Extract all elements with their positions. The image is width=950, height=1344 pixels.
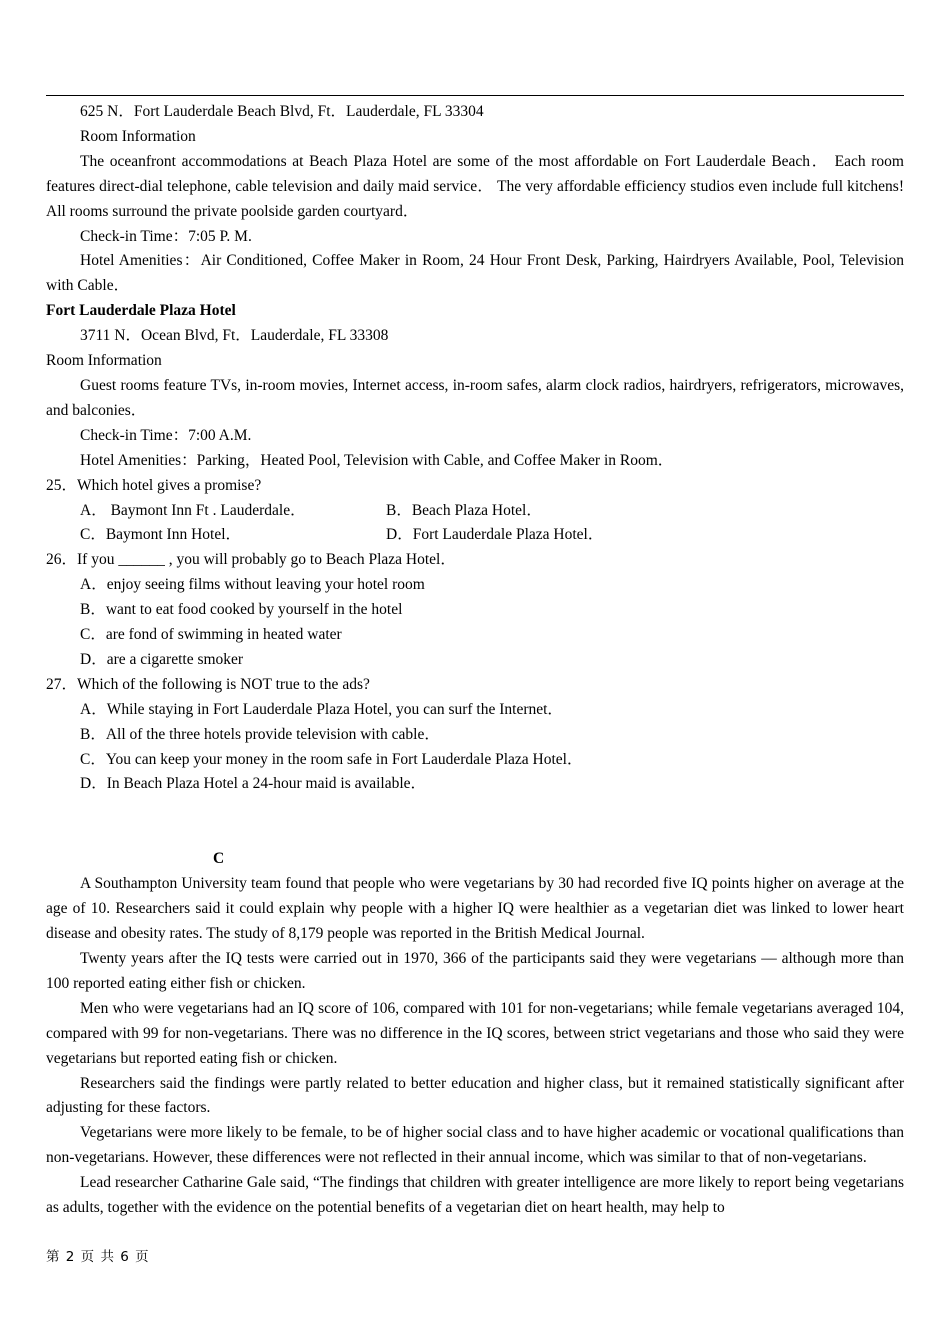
section-c-paragraph-4: Researchers said the findings were partly related to better education and higher class, but it remained statistically significant after adjusting for these factors. (46, 1074, 904, 1117)
question-25-option-a: A． Baymont Inn Ft . Lauderdale． (80, 501, 306, 519)
section-spacer (46, 797, 904, 847)
fort-lauderdale-plaza-name: Fort Lauderdale Plaza Hotel (46, 302, 236, 320)
fort-lauderdale-plaza-amenities: Hotel Amenities：Parking，Heated Pool, Television with Cable, and Coffee Maker in Room． (80, 451, 674, 469)
beach-plaza-checkin: Check-in Time：7:05 P. M. (80, 227, 252, 245)
question-25-option-d: D．Fort Lauderdale Plaza Hotel． (386, 526, 604, 544)
page-footer: 第 2 页 共 6 页 (46, 1249, 150, 1265)
section-c-paragraph-5: Vegetarians were more likely to be female, to be of higher social class and to have higher academic or vocational qualifications than non-vegetarians. However, these differences were not reflected in their annual income, which was similar to that of non-vegetarians. (46, 1124, 904, 1167)
beach-plaza-description: The oceanfront accommodations at Beach Plaza Hotel are some of the most affordable on Fort Lauderdale Beach． Each room features direct-dial telephone, cable television and daily maid service． The very affordable efficiency studios even include full kitchens! All rooms surround the private poolside garden courtyard． (46, 152, 904, 220)
question-27-option-d: D．In Beach Plaza Hotel a 24-hour maid is available． (80, 775, 427, 793)
section-c-paragraph-3: Men who were vegetarians had an IQ score of 106, compared with 101 for non-vegetarians; while female vegetarians averaged 104, compared with 99 for non-vegetarians. There was no difference in the IQ scores, between strict vegetarians and those who said they were vegetarians but reported eating fish or chicken. (46, 999, 904, 1067)
question-25-options-row-2 (46, 523, 904, 548)
question-27-option-a: A．While staying in Fort Lauderdale Plaza Hotel, you can surf the Internet． (80, 700, 563, 718)
section-c-paragraph-2: Twenty years after the IQ tests were carried out in 1970, 366 of the participants said they were vegetarians — although more than 100 reported eating either fish or chicken. (46, 950, 904, 992)
question-25-option-b: B．Beach Plaza Hotel． (386, 501, 542, 519)
question-26-option-a: A．enjoy seeing films without leaving your hotel room (80, 576, 425, 594)
beach-plaza-address: 625 N．Fort Lauderdale Beach Blvd, Ft．Lauderdale, FL 33304 (80, 103, 484, 120)
document-body (46, 100, 904, 1221)
section-c-paragraph-1: A Southampton University team found that people who were vegetarians by 30 had recorded five IQ points higher on average at the age of 10. Researchers said it could explain why people with a higher IQ were healthier as a vegetarian diet was linked to lower heart disease and obesity rates. The study of 8,179 people was reported in the British Medical Journal. (46, 875, 904, 943)
fort-lauderdale-plaza-address: 3711 N．Ocean Blvd, Ft．Lauderdale, FL 33308 (80, 327, 389, 345)
beach-plaza-amenities: Hotel Amenities：Air Conditioned, Coffee Maker in Room, 24 Hour Front Desk, Parking, Hairdryers Available, Pool, Television with Cable． (46, 252, 904, 295)
beach-plaza-room-info-heading: Room Information (80, 127, 196, 145)
question-26-stem: 26．If you ______ , you will probably go to Beach Plaza Hotel． (46, 551, 456, 569)
question-25-option-c: C．Baymont Inn Hotel． (80, 526, 242, 544)
question-25-stem: 25．Which hotel gives a promise? (46, 476, 262, 494)
fort-lauderdale-plaza-room-info-heading: Room Information (46, 352, 162, 370)
question-27-option-c: C．You can keep your money in the room safe in Fort Lauderdale Plaza Hotel． (80, 750, 583, 768)
section-c-heading: C (213, 850, 225, 868)
section-c-paragraph-6: Lead researcher Catharine Gale said, “The findings that children with greater intelligence are more likely to report being vegetarians as adults, together with the evidence on the potential benefits of a vegetarian diet on heart health, may help to (46, 1174, 904, 1217)
question-27-option-b: B．All of the three hotels provide television with cable． (80, 725, 440, 743)
fort-lauderdale-plaza-checkin: Check-in Time：7:00 A.M. (80, 426, 252, 444)
question-27-stem: 27．Which of the following is NOT true to the ads? (46, 675, 370, 693)
question-26-option-c: C．are fond of swimming in heated water (80, 626, 342, 644)
fort-lauderdale-plaza-description: Guest rooms feature TVs, in-room movies, Internet access, in-room safes, alarm clock radios, hairdryers, refrigerators, microwaves, and balconies． (46, 376, 904, 419)
header-rule (46, 95, 904, 96)
question-25-options-row-1 (46, 499, 904, 524)
question-26-option-d: D．are a cigarette smoker (80, 650, 244, 668)
question-26-option-b: B．want to eat food cooked by yourself in the hotel (80, 601, 403, 619)
